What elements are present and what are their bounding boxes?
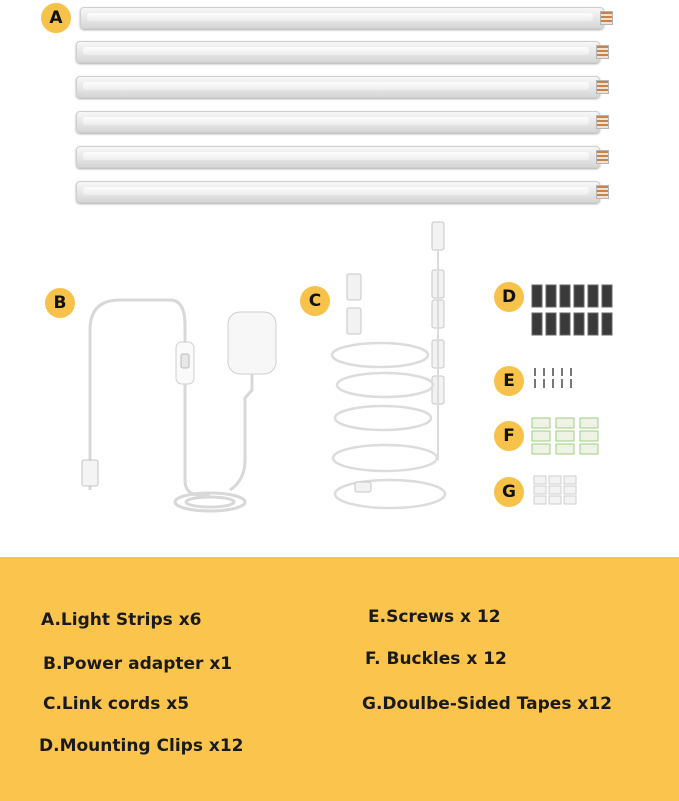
light-strip — [76, 111, 600, 133]
item-power-adapter: B.Power adapter x1 — [43, 654, 233, 674]
light-strip — [76, 76, 600, 98]
item-buckles: F. Buckles x 12 — [365, 649, 507, 669]
badge-d: D — [494, 282, 524, 312]
package-contents-panel — [0, 557, 679, 801]
badge-a: A — [41, 3, 71, 33]
light-strip — [76, 181, 600, 203]
item-screws: E.Screws x 12 — [368, 607, 501, 627]
light-strip — [76, 41, 600, 63]
item-link-cords: C.Link cords x5 — [43, 694, 190, 714]
mounting-clips-illustration — [530, 283, 612, 338]
badge-b: B — [45, 288, 75, 318]
screws-illustration — [532, 366, 577, 390]
badge-c: C — [300, 286, 330, 316]
light-strip — [76, 146, 600, 168]
badge-f: F — [494, 421, 524, 451]
item-mounting-clips: D.Mounting Clips x12 — [39, 736, 244, 756]
link-cords-illustration — [325, 220, 465, 520]
tapes-illustration — [532, 474, 580, 506]
badge-e: E — [494, 366, 524, 396]
badge-g: G — [494, 477, 524, 507]
light-strip — [80, 7, 604, 29]
power-adapter-illustration — [60, 290, 290, 525]
item-tapes: G.Doulbe-Sided Tapes x12 — [362, 694, 612, 714]
item-light-strips: A.Light Strips x6 — [41, 610, 202, 630]
buckles-illustration — [530, 416, 600, 456]
